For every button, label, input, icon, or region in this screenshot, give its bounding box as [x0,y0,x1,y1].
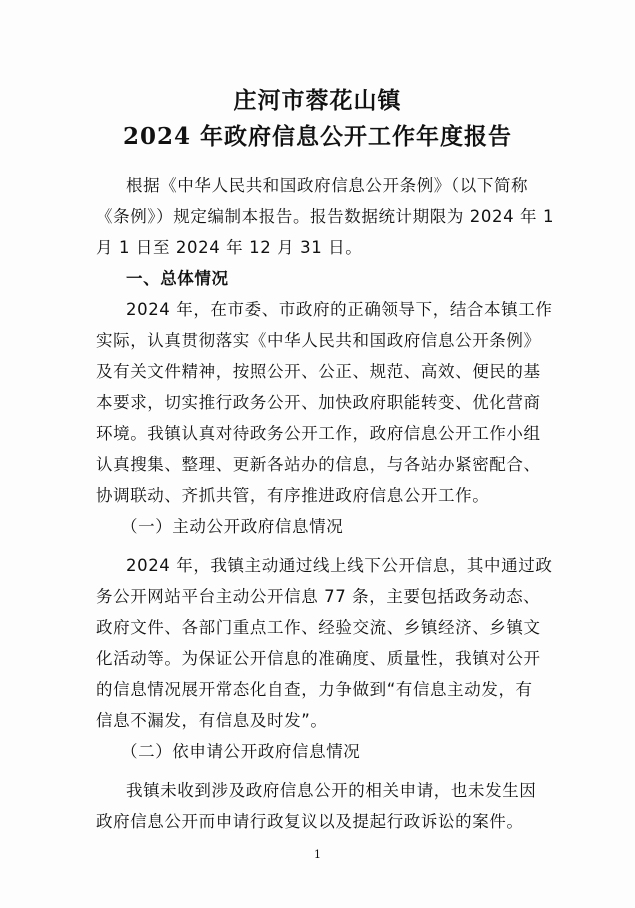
section1-line: 本要求，切实推行政务公开、加快政府职能转变、优化营商 [96,393,541,412]
section1-line: 环境。我镇认真对待政务公开工作，政府信息公开工作小组 [96,424,541,443]
intro-line: 月 1 日至 2024 年 12 月 31 日。 [96,238,363,257]
subsection-heading-active-disclosure: （一）主动公开政府信息情况 [121,517,344,536]
subsection1-line: 化活动等。为保证公开信息的准确度、质量性，我镇对公开 [96,649,541,668]
document-title-line1: 庄河市蓉花山镇 [233,87,402,114]
section1-line: 2024 年，在市委、市政府的正确领导下，结合本镇工作 [126,300,553,319]
subsection2-line: 我镇未收到涉及政府信息公开的相关申请，也未发生因 [126,781,537,800]
subsection1-line: 务公开网站平台主动公开信息 77 条，主要包括政务动态、 [96,587,541,606]
subsection1-line: 的信息情况展开常态化自查，力争做到“有信息主动发，有 [96,680,533,699]
section1-line: 及有关文件精神，按照公开、公正、规范、高效、便民的基 [96,362,541,381]
page-number: 1 [314,848,321,861]
intro-line: 根据《中华人民共和国政府信息公开条例》（以下简称 [126,176,529,195]
section1-line: 认真搜集、整理、更新各站办的信息，与各站办紧密配合、 [96,455,541,474]
intro-line: 《条例》）规定编制本报告。报告数据统计期限为 2024 年 1 [96,207,555,226]
document-title-line2: 2024 年政府信息公开工作年度报告 [122,123,513,150]
subsection1-line: 政府文件、各部门重点工作、经验交流、乡镇经济、乡镇文 [96,618,541,637]
section1-line: 实际，认真贯彻落实《中华人民共和国政府信息公开条例》 [96,331,541,350]
section1-line: 协调联动、齐抓共管，有序推进政府信息公开工作。 [96,486,490,505]
subsection1-line: 信息不漏发，有信息及时发”。 [96,711,328,730]
subsection-heading-request-disclosure: （二）依申请公开政府信息情况 [121,742,361,761]
section-heading-overview: 一、总体情况 [126,269,229,288]
subsection2-line: 政府信息公开而申请行政复议以及提起行政诉讼的案件。 [96,812,524,831]
subsection1-line: 2024 年，我镇主动通过线上线下公开信息，其中通过政 [126,556,553,575]
